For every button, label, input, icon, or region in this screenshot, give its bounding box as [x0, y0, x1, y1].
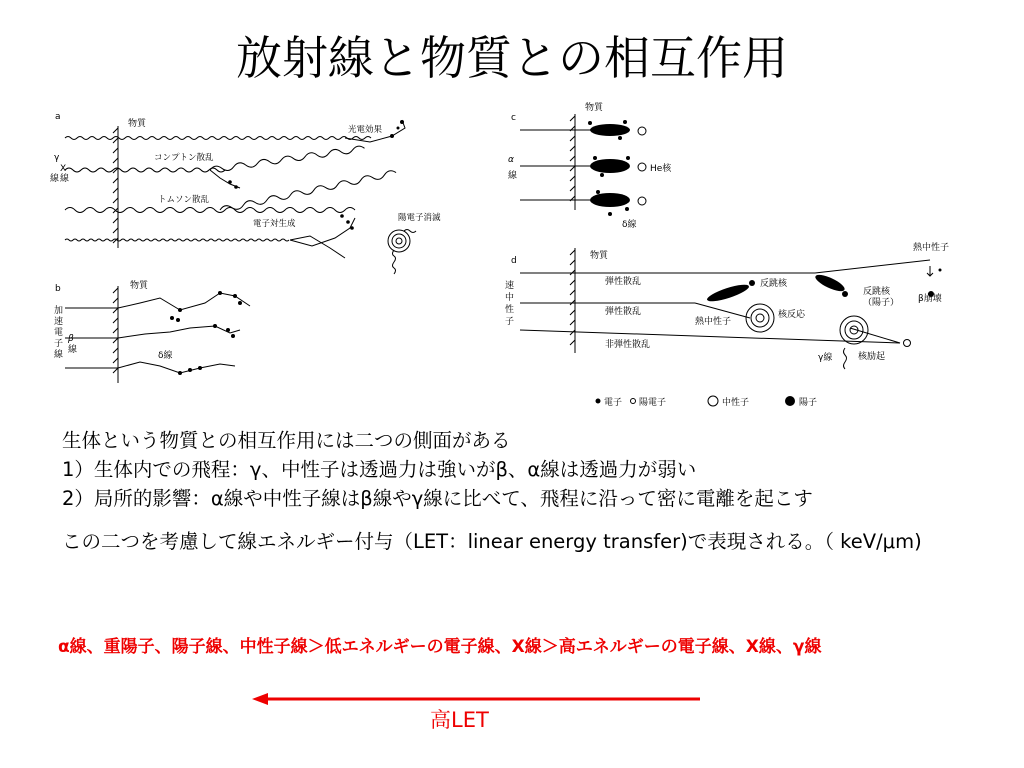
svg-text:線: 線: [50, 174, 60, 184]
svg-text:陽電子消滅: 陽電子消滅: [398, 213, 441, 223]
slide-title: 放射線と物質との相互作用: [236, 31, 788, 85]
svg-text:線: 線: [54, 350, 64, 360]
svg-text:γ線: γ線: [818, 353, 833, 363]
let-ranking: α線、重陽子、陽子線、中性子線＞低エネルギーの電子線、X線＞高エネルギーの電子線、X線、γ線: [58, 637, 822, 657]
svg-text:β崩壊: β崩壊: [918, 294, 942, 304]
svg-text:トムソン散乱: トムソン散乱: [158, 195, 210, 205]
interaction-figure: [50, 98, 950, 416]
panel-d-letter: d: [511, 256, 517, 266]
svg-text:光電効果: 光電効果: [348, 125, 383, 135]
svg-text:速: 速: [54, 317, 64, 327]
svg-text:子: 子: [505, 317, 515, 327]
svg-text:β: β: [68, 334, 74, 344]
svg-text:電子対生成: 電子対生成: [253, 219, 296, 229]
panel-a-material: 物質: [128, 119, 147, 129]
body-line-4: この二つを考慮して線エネルギー付与（LET：linear energy transfer)で表現される。（ keV/μm): [62, 530, 922, 553]
svg-text:He核: He核: [650, 164, 672, 174]
svg-text:（陽子）: （陽子）: [863, 298, 900, 308]
svg-text:反跳核: 反跳核: [760, 279, 788, 289]
panel-c-letter: c: [511, 113, 516, 123]
svg-text:陽電子: 陽電子: [639, 398, 667, 408]
panel-c-material: 物質: [585, 103, 604, 113]
body-line-3: 2）局所的影響：α線や中性子線はβ線やγ線に比べて、飛程に沿って密に電離を起こす: [62, 487, 813, 510]
panel-b-material: 物質: [130, 281, 149, 291]
body-line-2: 1）生体内での飛程：γ、中性子は透過力は強いがβ、α線は透過力が弱い: [62, 458, 697, 481]
svg-text:線: 線: [508, 171, 518, 181]
svg-text:弾性散乱: 弾性散乱: [605, 277, 642, 287]
panel-d-material: 物質: [590, 251, 609, 261]
svg-text:α: α: [508, 155, 514, 165]
svg-text:速: 速: [505, 281, 515, 291]
svg-text:X: X: [60, 164, 67, 174]
svg-text:加: 加: [54, 306, 64, 316]
body-text: [62, 426, 1012, 556]
svg-text:δ線: δ線: [622, 220, 637, 230]
svg-text:核反応: 核反応: [778, 310, 806, 320]
svg-text:陽子: 陽子: [799, 398, 818, 408]
svg-text:δ線: δ線: [158, 351, 173, 361]
svg-text:子: 子: [54, 339, 64, 349]
body-line-1: 生体という物質との相互作用には二つの側面がある: [62, 429, 511, 452]
svg-text:電子: 電子: [604, 398, 623, 408]
svg-text:線: 線: [68, 345, 78, 355]
svg-text:中性子: 中性子: [722, 398, 750, 408]
svg-text:γ: γ: [54, 153, 60, 163]
svg-text:非弾性散乱: 非弾性散乱: [605, 340, 651, 350]
high-let-label: 高LET: [430, 708, 489, 732]
svg-text:線: 線: [60, 174, 70, 184]
svg-text:電: 電: [54, 328, 64, 338]
panel-b-letter: b: [55, 284, 61, 294]
svg-text:弾性散乱: 弾性散乱: [605, 307, 642, 317]
svg-text:核励起: 核励起: [858, 352, 886, 362]
svg-text:熱中性子: 熱中性子: [913, 243, 950, 253]
svg-text:中: 中: [505, 293, 515, 303]
svg-text:性: 性: [505, 305, 515, 315]
svg-text:コンプトン散乱: コンプトン散乱: [154, 153, 214, 163]
svg-text:熱中性子: 熱中性子: [695, 317, 732, 327]
svg-text:反跳核: 反跳核: [863, 287, 891, 297]
panel-a-letter: a: [55, 112, 61, 122]
